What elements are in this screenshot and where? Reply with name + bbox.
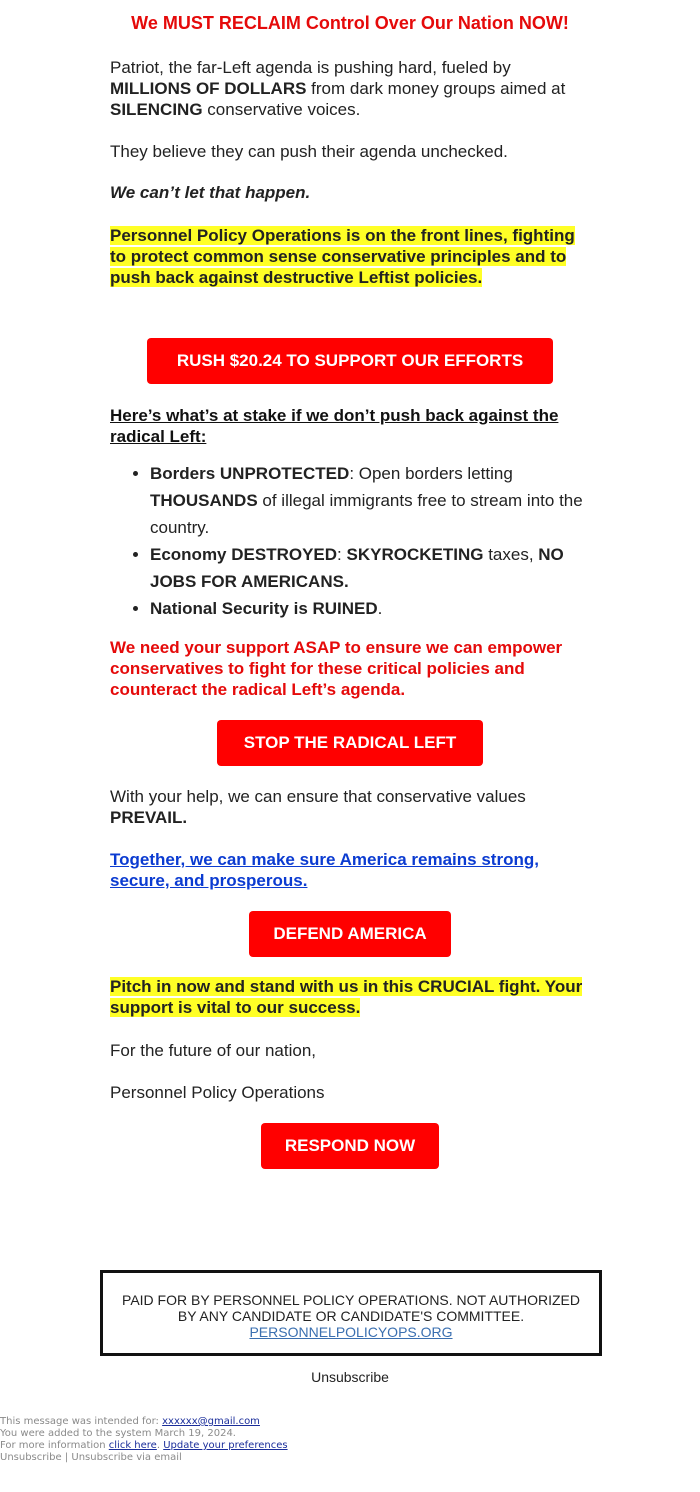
rush-donate-button[interactable]: RUSH $20.24 TO SUPPORT OUR EFFORTS: [147, 338, 553, 384]
help-emphasis: PREVAIL.: [110, 808, 188, 827]
defend-america-button[interactable]: DEFEND AMERICA: [249, 911, 451, 957]
stakes-heading: Here’s what’s at stake if we don’t push back against the radical Left:: [110, 406, 559, 446]
help-text: With your help, we can ensure that conservative values: [110, 787, 526, 806]
disclaimer-box: [100, 1270, 602, 1356]
recipient-email-link[interactable]: xxxxxx@gmail.com: [162, 1416, 260, 1427]
help-paragraph: [110, 786, 592, 828]
pitch-paragraph: Pitch in now and stand with us in this CRUCIAL fight. Your support is vital to our success.: [110, 977, 583, 1017]
intro-text: Patriot, the far-Left agenda is pushing hard, fueled by: [110, 58, 511, 77]
signature-text: Personnel Policy Operations: [110, 1083, 325, 1102]
together-link[interactable]: Together, we can make sure America remains strong, secure, and prosperous.: [110, 850, 539, 890]
closing-text: For the future of our nation,: [110, 1041, 317, 1060]
bullet-emphasis: THOUSANDS: [150, 491, 258, 510]
website-link[interactable]: PERSONNELPOLICYOPS.ORG: [249, 1324, 453, 1340]
stakes-list: [110, 460, 592, 622]
highlighted-mission-paragraph: Personnel Policy Operations is on the front lines, fighting to protect common sense conservative principles and to push back against destructive Leftist policies.: [110, 226, 575, 287]
bullet-emphasis: National Security is RUINED: [150, 599, 378, 618]
unsubscribe-link[interactable]: Unsubscribe: [311, 1369, 389, 1385]
meta-text: .: [156, 1440, 164, 1451]
intro-text: conservative voices.: [202, 100, 361, 119]
cant-let-paragraph: We can’t let that happen.: [110, 183, 311, 202]
list-item: [150, 460, 592, 541]
meta-text: This message was intended for:: [0, 1416, 163, 1427]
meta-text: For more information: [0, 1440, 109, 1451]
intro-text: from dark money groups aimed at: [306, 79, 566, 98]
bullet-text: :: [337, 545, 347, 564]
intro-paragraph: [110, 57, 592, 120]
stop-radical-left-button[interactable]: STOP THE RADICAL LEFT: [217, 720, 483, 766]
bullet-text: : Open borders letting: [349, 464, 513, 483]
bullet-emphasis: Economy DESTROYED: [150, 545, 338, 564]
meta-unsubscribe-line[interactable]: Unsubscribe | Unsubscribe via email: [0, 1452, 182, 1463]
bullet-text: of illegal immigrants free to stream into the country.: [150, 491, 583, 537]
click-here-link[interactable]: click here: [108, 1440, 157, 1451]
intro-emphasis-money: MILLIONS OF DOLLARS: [110, 79, 307, 98]
update-preferences-link[interactable]: Update your preferences: [163, 1440, 288, 1451]
bullet-emphasis: NO JOBS FOR AMERICANS.: [150, 545, 564, 591]
bullet-text: .: [377, 599, 383, 618]
support-paragraph: We need your support ASAP to ensure we can empower conservatives to fight for these critical policies and counteract the radical Left’s agenda.: [110, 638, 563, 699]
intro-emphasis-silencing: SILENCING: [110, 100, 203, 119]
disclaimer-text: PAID FOR BY PERSONNEL POLICY OPERATIONS. NOT AUTHORIZED BY ANY CANDIDATE OR CANDIDATE'S COMMITTEE.: [122, 1292, 580, 1324]
meta-added-text: You were added to the system March 19, 2024.: [0, 1428, 236, 1439]
respond-now-button[interactable]: RESPOND NOW: [261, 1123, 439, 1169]
unchecked-paragraph: They believe they can push their agenda unchecked.: [110, 142, 508, 161]
list-item: [150, 595, 592, 622]
email-meta-footer: [0, 1416, 288, 1464]
headline: We MUST RECLAIM Control Over Our Nation NOW!: [131, 13, 569, 33]
list-item: [150, 541, 592, 595]
bullet-text: taxes,: [483, 545, 539, 564]
bullet-emphasis: Borders UNPROTECTED: [150, 464, 350, 483]
bullet-emphasis: SKYROCKETING: [346, 545, 484, 564]
